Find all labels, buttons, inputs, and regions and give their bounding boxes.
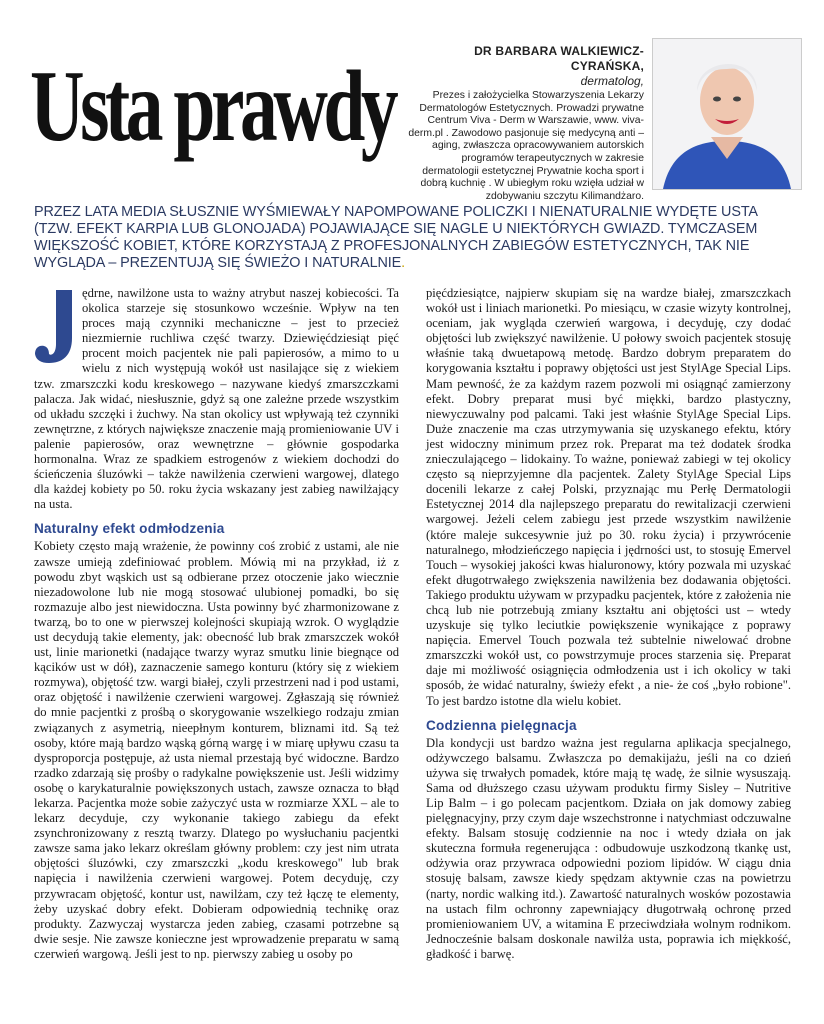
- column-right: [426, 286, 791, 962]
- author-bio-box: [404, 44, 644, 203]
- lead-end-dot: .: [401, 255, 406, 271]
- paragraph-natural-effect: Kobiety często mają wrażenie, że powinny coś zrobić z ustami, ale nie zawsze umieją zdefiniować problem. Mówią mi na przykład, iż z powodu zbyt wąskich ust są odbierane przez otoczenie jako wiecznie niezadowolone lub nie mogą stosować ulubionej pomadki, bo się rozmazuje albo jest niewidoczna. Usta powinny być zharmonizowane z twarzą, bo to one w pierwszej kolejności skupiają wzrok. O wyglądzie ust decydują takie elementy, jak: obecność lub brak zmarszczek wokół ust, linie marionetki (nadające twarzy wyraz smutku linie biegnące od kącików ust w dół), zaznaczenie samego konturu (który się z wiekiem rozmywa), objętość tzw. wargi białej, czyli przestrzeni nad i pod ustami, oraz objętość i nawilżenie czerwieni wargowej. Zgłaszają się również do mnie pacjentki z prośbą o skorygowanie wszelkiego rodzaju zmian związanych z asymetrią, nieepłnym konturem, bliznami itd. Są też osoby, które mają bardzo wąską górną wargę i w miarę upływu czasu ta dysproporcja postępuje, aż usta niemal przestają być widoczne. Bardzo rzadko zdarzają się prośby o radykalne powiększenie ust. Jeśli widzimy osobę o karykaturalnie powiększonych ustach, zawsze oznacza to błąd lekarza. Pacjentka może sobie zażyczyć usta w rozmiarze XXL – ale to lekarz decyduje, czy wykonanie takiego zabiegu da efekt zsynchronizowany z resztą twarzy. Dlatego po wysłuchaniu pacjentki zawsze sama jako lekarz określam główny problem: czy jest nim utrata objętości śluzówki, czy zmarszczki „kodu kreskowego" lub brak napięcia i nawilżenia czerwieni wargowej. Potem decyduję, czy przywracam objętość, kontur ust, nawilżam, czy też łączę te elementy, żeby uzyskać dobry efekt. Dobieram odpowiednią technikę oraz produkty. Zazwyczaj wystarcza jeden zabieg, czasami potrzebne są dwie sesje. Nie zawsze konieczne jest wprowadzenie preparatu w samą czerwień wargową. Jeśli jest to np. pierwszy zabieg u osoby po: [34, 539, 399, 961]
- author-portrait-icon: [653, 39, 801, 189]
- paragraph-daily-care: Dla kondycji ust bardzo ważna jest regularna aplikacja specjalnego, odżywczego balsamu. Zwłaszcza po demakijażu, jeśli na co dzień używa się trwałych pomadek, które mają tę wadę, że silnie wysuszają. Sama od dłuższego czasu używam produktu firmy Sisley – Nutritive Lip Balm – i go polecam pacjentkom. Działa on jak domowy zabieg pielęgnacyjny, przy czym daje wszechstronne i natychmiast odczuwalne efekty. Balsam stosuję codziennie na noc i wtedy działa on jak skuteczna formuła regenerująca : odbudowuje uszkodzoną tkankę ust, odżywia oraz przywraca odpowiedni poziom lipidów. W ciągu dnia stosuję balsam, zawsze kiedy spędzam aktywnie czas na powietrzu (narty, nordic walking itd.). Zawartość naturalnych wosków pozostawia na ustach film ochronny zapewniający długotrwałą ochronę przed promieniowaniem UV, a witamina E przeciwdziała wolnym rodnikom. Jednocześnie balsam doskonale nawilża usta, poprawia ich miękkość, gładkość i barwę.: [426, 735, 791, 961]
- article-title: Usta prawdy: [30, 50, 395, 163]
- author-photo: [652, 38, 802, 190]
- author-role: dermatolog,: [580, 74, 644, 88]
- dropcap-j-icon: [34, 288, 76, 364]
- lead-text: PRZEZ LATA MEDIA SŁUSZNIE WYŚMIEWAŁY NAPOMPOWANE POLICZKI I NIENATURALNIE WYDĘTE USTA (TZW. EFEKT KARPIA LUB GLONOJADA) POJAWIAJĄCE SIĘ NAGLE U NIEKTÓRYCH GWIAZD. TYMCZASEM WIĘKSZOŚĆ KOBIET, KTÓRE KORZYSTAJĄ Z PROFESJONALNYCH ZABIEGÓW ESTETYCZNYCH, TAK NIE WYGLĄDA – PREZENTUJĄ SIĘ ŚWIEŻO I NATURALNIE: [34, 204, 758, 271]
- dropcap-letter-j-icon: [34, 288, 76, 364]
- heading-natural-effect: Naturalny efekt odmłodzenia: [34, 521, 225, 537]
- article-lead: [34, 204, 794, 272]
- author-bio: Prezes i założycielka Stowarzyszenia Lekarzy Dermatologów Estetycznych. Prowadzi prywatne Centrum Viva - Derm w Warszawie, www. viva-derm.pl . Zawodowo pasjonuje się medycyną anti – aging, zwłaszcza opracowywaniem autorskich programów terapeutycznych w zakresie dermatologii estetycznej Prywatnie kocha sport i dobrą kuchnię . W ubiegłym roku wzięła udział w zdobywaniu szczytu Kilimandżaro.: [408, 90, 644, 202]
- author-name: DR BARBARA WALKIEWICZ-CYRAŃSKA,: [474, 44, 644, 73]
- column-left: [34, 286, 399, 962]
- paragraph-intro: [34, 286, 399, 512]
- intro-text: ędrne, nawilżone usta to ważny atrybut naszej kobiecości. Ta okolica starzeje się stosunkowo wcześnie. Wpływ na ten proces mają czynniki mechaniczne – jest to przecież niezmiernie ruchliwa część twarzy. Dziewięćdziesiąt pięć procent moich pacjentek nie pali papierosów, a mimo to u wielu z nich występują wokół ust nasilające się z wiekiem tzw. zmarszczki kodu kreskowego – nazywane kiedyś zmarszczkami palacza. Jak widać, niesłusznie, gdyż są one zależne przede wszystkim od układu szczęki i żuchwy. Na stan okolicy ust wpływają też czynniki zewnętrzne, z których największe znaczenie mają promieniowanie UV i palenie papierosów, oraz wewnętrzne – głównie gospodarka hormonalna. Wraz ze spadkiem estrogenów z wiekiem dochodzi do ścieńczenia śluzówki – także nawilżenia czerwieni wargowej, dlatego dla każdej kobiety po 50. roku życia wskazany jest zabieg nawilżający na usta.: [34, 286, 399, 512]
- heading-daily-care: Codzienna pielęgnacja: [426, 717, 577, 733]
- paragraph-products: pięćdziesiątce, najpierw skupiam się na wardze białej, zmarszczkach wokół ust i liniach marionetki. Po miesiącu, w czasie wizyty kontrolnej, oceniam, jak wygląda czerwień wargowa, i decyduję, czy dodać objętości lub zwiększyć nawilżenie. U połowy swoich pacjentek stosuję właśnie taką dwuetapową metodę. Bardzo dobrym preparatem do korygowania kształtu i poprawy objętości ust jest StylAge Special Lips. Mam pewność, że za każdym razem pozwoli mi osiągnąć zamierzony efekt. Dobry preparat musi być miękki, bardzo plastyczny, niewyczuwalny pod palcami. Taki jest właśnie StylAge Special Lips. Duże znaczenie ma czas utrzymywania się uzyskanego efektu, który jest widoczny minimum przez rok. Preparat ma też dodatek środka znieczulającego – lidokainy. To ważne, ponieważ zabiegi w tej okolicy często są nieprzyjemne dla pacjentek. Zalety StylAge Special Lips docenili lekarze z całej Polski, przyznając mu Perłę Dermatologii Estetycznej 2014 dla najlepszego preparatu do rewitalizacji czerwieni wargowej. Jeżeli celem zabiegu jest przede wszystkim nawilżenie (które maleje sukcesywnie już po 30. roku życia) i przywrócenie naturalnego, młodzieńczego napięcia i jędrności ust, to stosuję Emervel Touch – wysokiej jakości kwas hialuronowy, który pozwala mi uzyskać efekt długotrwałego zwiększenia nawilżenia bez dodawania objętości. Takiego produktu używam w przypadku pacjentek, które z założenia nie chcą lub nie potrzebują zmiany kształtu ani objętości ust – wtedy uzyskuje się tylko leciutkie powiększenie wynikające z poprawy napięcia. Emervel Touch pozwala też subtelnie niwelować drobne zmarszczki wokół ust, co powstrzymuje proces starzenia się. Preparat daje mi możliwość osiągnięcia odmłodzenia ust i ich okolicy w taki sposób, że widać naturalny, świeży efekt , a nie- że coś „było robione". To jest bardzo istotne dla wielu kobiet.: [426, 286, 791, 708]
